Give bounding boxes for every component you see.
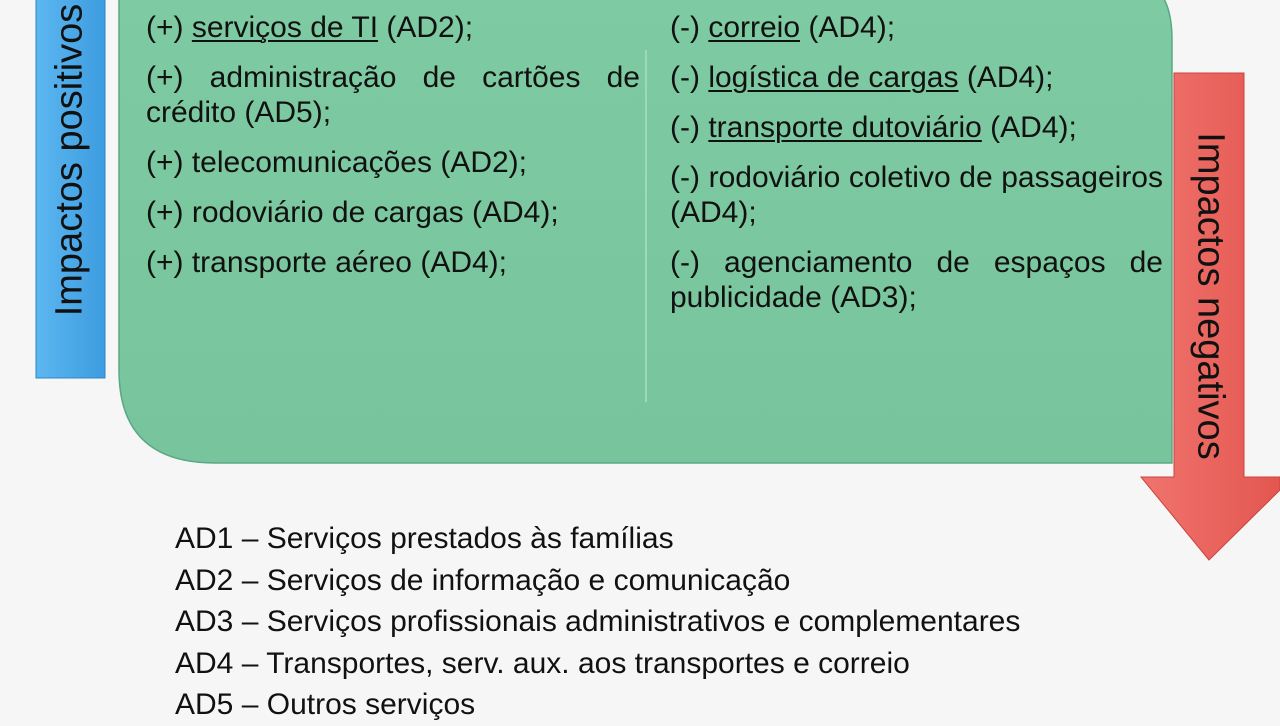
impact-code: (AD5); [244, 96, 332, 129]
list-item [670, 245, 1163, 315]
legend-desc: Outros serviços [266, 688, 476, 721]
impact-sign: (-) [670, 161, 700, 194]
impact-name: transporte aéreo [191, 246, 412, 279]
impact-name: transporte dutoviário [708, 111, 982, 144]
negative-impacts-list [670, 10, 1163, 330]
list-item [146, 10, 640, 45]
list-item [146, 60, 640, 130]
positive-impacts-label: Impactos positivos [48, 3, 91, 317]
legend-desc: Serviços prestados às famílias [266, 522, 674, 555]
legend-row [175, 684, 1020, 726]
impact-name: correio [708, 11, 801, 44]
impact-code: (AD4); [472, 196, 559, 229]
list-item [670, 60, 1163, 95]
positive-impacts-list [146, 10, 640, 295]
legend-row [175, 601, 1020, 643]
legend-dash: – [241, 646, 259, 680]
list-item [146, 195, 640, 230]
impact-code: (AD4); [966, 61, 1054, 94]
legend-code: AD5 [175, 688, 234, 721]
impact-sign: (+) [146, 196, 184, 229]
list-item [670, 10, 1163, 45]
impact-sign: (+) [146, 246, 184, 279]
impact-name: agenciamento de espaços de publicidade [670, 246, 1163, 314]
impact-code: (AD4); [808, 11, 896, 44]
list-item [146, 145, 640, 180]
impact-code: (AD3); [830, 281, 917, 314]
legend-code: AD1 [175, 522, 234, 555]
impact-sign: (-) [670, 246, 700, 279]
impact-code: (AD2); [386, 11, 474, 44]
impact-name: logística de cargas [708, 61, 959, 94]
impact-code: (AD4); [670, 196, 757, 229]
legend-code: AD4 [175, 646, 234, 680]
impact-code: (AD4); [420, 246, 508, 279]
impact-code: (AD2); [440, 146, 528, 179]
list-item [670, 160, 1163, 230]
legend-desc: Transportes, serv. aux. aos transportes e correio [266, 646, 910, 680]
legend-dash: – [241, 605, 259, 638]
impact-sign: (-) [670, 111, 700, 144]
legend-code: AD2 [175, 563, 234, 597]
list-item [670, 110, 1163, 145]
legend-dash: – [241, 688, 259, 721]
impact-sign: (-) [670, 11, 700, 44]
legend-desc: Serviços de informação e comunicação [266, 563, 791, 597]
legend-row [175, 518, 1020, 560]
list-item [146, 245, 640, 280]
impact-sign: (-) [670, 61, 700, 94]
impact-sign: (+) [146, 11, 184, 44]
impact-name: rodoviário coletivo de passageiros [708, 161, 1163, 194]
legend-dash: – [241, 522, 259, 555]
impact-name: telecomunicações [191, 146, 432, 179]
negative-impacts-label: Impactos negativos [1189, 132, 1232, 460]
legend-dash: – [241, 563, 259, 597]
impact-code: (AD4); [990, 111, 1077, 144]
legend-row [175, 643, 1020, 685]
impact-sign: (+) [146, 61, 184, 94]
legend-desc: Serviços profissionais administrativos e complementares [266, 605, 1021, 638]
impact-name: administração de cartões de crédito [146, 61, 640, 129]
legend [175, 518, 1020, 726]
impact-name: serviços de TI [191, 11, 379, 44]
impact-sign: (+) [146, 146, 184, 179]
legend-code: AD3 [175, 605, 234, 638]
legend-row [175, 560, 1020, 602]
impact-name: rodoviário de cargas [191, 196, 464, 229]
